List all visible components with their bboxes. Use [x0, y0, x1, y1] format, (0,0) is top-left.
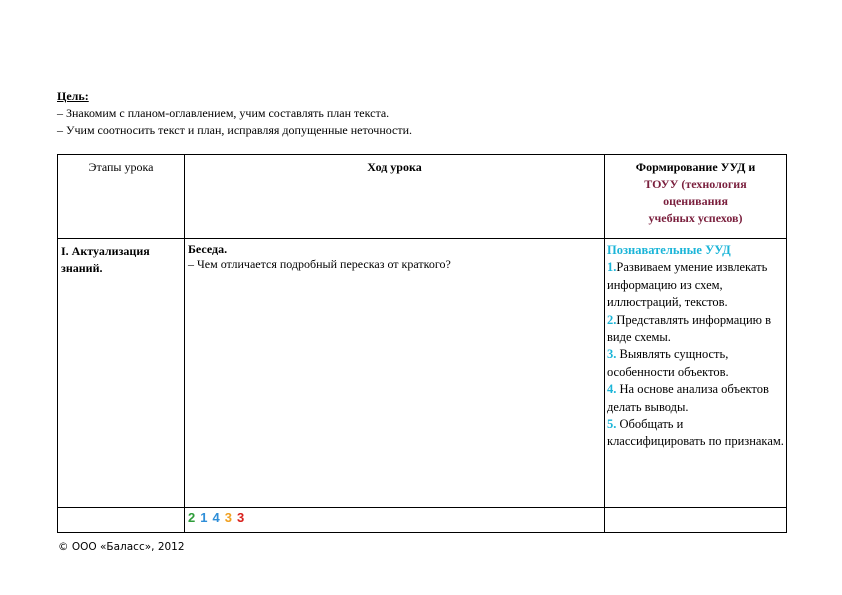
uud-item-4 — [607, 381, 784, 416]
mark-4: 3 — [224, 510, 232, 525]
uud-item-number: 4. — [607, 382, 617, 397]
header-uud-line-1: Формирование УУД и — [635, 160, 756, 174]
goal-title: Цель: — [57, 89, 89, 103]
mark-3: 4 — [212, 510, 220, 525]
uud-item-number: 3. — [607, 347, 617, 362]
mark-2: 1 — [200, 510, 208, 525]
uud-item-5 — [607, 416, 784, 451]
header-uud-line-4: учебных успехов) — [648, 211, 743, 225]
footer-empty-cell — [58, 508, 185, 533]
lesson-table — [57, 154, 787, 533]
uud-item-1 — [607, 259, 784, 311]
table-header-row — [58, 155, 787, 239]
footer-empty-cell — [605, 508, 787, 533]
uud-heading: Познавательные УУД — [607, 243, 731, 257]
marks-cell — [185, 508, 605, 533]
copyright: © ООО «Баласс», 2012 — [58, 541, 185, 553]
goal-line-1: – Знакомим с планом-оглавлением, учим составлять план текста. — [57, 106, 390, 120]
mark-1: 2 — [188, 510, 196, 525]
uud-item-text: Развиваем умение извлекать информацию из схем, иллюстраций, текстов. — [607, 260, 768, 310]
mark-5: 3 — [236, 510, 245, 525]
table-footer-row — [58, 508, 787, 533]
header-uud-line-3: оценивания — [663, 194, 728, 208]
process-cell — [185, 239, 605, 508]
header-uud — [605, 155, 787, 239]
uud-item-text: Обобщать и классифицировать по признакам. — [607, 417, 784, 449]
uud-item-text: Выявлять сущность, особенности объектов. — [607, 347, 729, 379]
uud-item-number: 1. — [607, 260, 617, 275]
uud-item-text: На основе анализа объектов делать выводы. — [607, 382, 769, 414]
talk-title: Беседа. — [188, 242, 228, 256]
header-process: Ход урока — [185, 155, 605, 239]
uud-item-text: Представлять информацию в виде схемы. — [607, 312, 772, 345]
lesson-goal — [57, 88, 412, 139]
header-uud-line-2: ТОУУ (технология — [644, 177, 747, 191]
talk-question: – Чем отличается подробный пересказ от краткого? — [188, 257, 451, 271]
uud-cell — [605, 239, 787, 508]
uud-item-3 — [607, 346, 784, 381]
stage-cell: I. Актуализация знаний. — [58, 239, 185, 508]
uud-item-number: 5. — [607, 417, 617, 432]
table-row — [58, 239, 787, 508]
goal-line-2: – Учим соотносить текст и план, исправляя допущенные неточности. — [57, 123, 413, 137]
header-stages: Этапы урока — [58, 155, 185, 239]
uud-item-number: 2. — [607, 312, 617, 327]
uud-item-2 — [607, 312, 784, 347]
